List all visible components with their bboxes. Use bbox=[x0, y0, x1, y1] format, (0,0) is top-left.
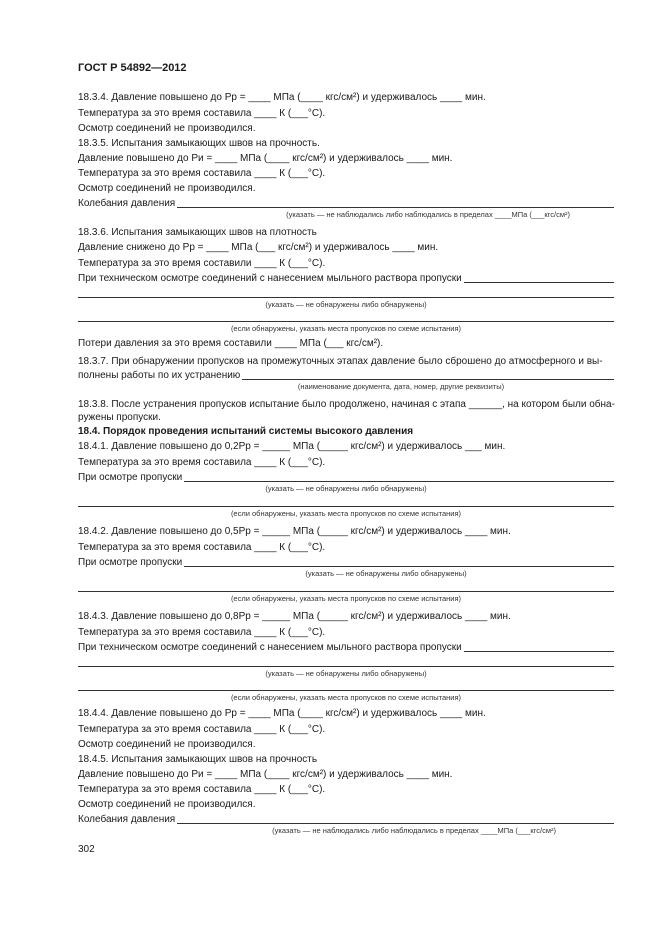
blank-rule bbox=[242, 370, 614, 380]
blank-rule bbox=[464, 642, 614, 652]
blank-rule bbox=[177, 814, 614, 824]
field-hint: (если обнаружены, указать места пропусков по схеме испытания) bbox=[230, 324, 462, 333]
fill-label: Колебания давления bbox=[78, 814, 176, 825]
document-header: ГОСТ Р 54892—2012 bbox=[78, 62, 187, 74]
blank-rule bbox=[78, 666, 614, 667]
field-hint: (указать — не обнаружены либо обнаружены) bbox=[265, 484, 427, 493]
text-line: Давление повышено до Pи = ____ МПа (____ кгс/см²) и удерживалось ____ мин. bbox=[78, 153, 453, 164]
text-line: Температура за это время составила ____ К (___°С). bbox=[78, 168, 326, 179]
text-line: Температура за это время составила ____ К (___°С). bbox=[78, 108, 326, 119]
text-line: ружены пропуски. bbox=[78, 412, 161, 423]
blank-rule bbox=[184, 557, 614, 567]
text-line: Температура за это время составила ____ К (___°С). bbox=[78, 627, 326, 638]
field-hint: (наименование документа, дата, номер, другие реквизиты) bbox=[297, 382, 505, 391]
field-hint: (указать — не обнаружены либо обнаружены) bbox=[305, 569, 467, 578]
blank-rule bbox=[464, 273, 614, 283]
text-line: 18.4.3. Давление повышено до 0,8Pр = _____ МПа (_____ кгс/см²) и удерживалось ____ мин. bbox=[78, 611, 511, 622]
field-hint: (указать — не обнаружены либо обнаружены) bbox=[265, 300, 427, 309]
field-hint: (указать — не обнаружены либо обнаружены) bbox=[265, 669, 427, 678]
blank-rule bbox=[78, 297, 614, 298]
text-line: Температура за это время составила ____ К (___°С). bbox=[78, 784, 326, 795]
field-hint: (если обнаружены, указать места пропусков по схеме испытания) bbox=[230, 509, 462, 518]
field-hint: (если обнаружены, указать места пропусков по схеме испытания) bbox=[230, 594, 462, 603]
blank-rule bbox=[78, 506, 614, 507]
fill-in-line bbox=[78, 472, 614, 484]
fill-in-line bbox=[78, 557, 614, 569]
text-line: Температура за это время составила ____ К (___°С). bbox=[78, 457, 326, 468]
fill-label: При техническом осмотре соединений с нанесением мыльного раствора пропуски bbox=[78, 273, 462, 284]
text-line: Температура за это время составила ____ К (___°С). bbox=[78, 542, 326, 553]
blank-rule bbox=[78, 591, 614, 592]
fill-in-line bbox=[78, 370, 614, 382]
text-line: Осмотр соединений не производился. bbox=[78, 183, 256, 194]
blank-rule bbox=[177, 198, 614, 208]
page-number: 302 bbox=[78, 844, 95, 855]
fill-label: При осмотре пропуски bbox=[78, 557, 183, 568]
text-line: Температура за это время составила ____ К (___°С). bbox=[78, 724, 326, 735]
text-line: 18.4.2. Давление повышено до 0,5Pр = _____ МПа (_____ кгс/см²) и удерживалось ____ мин. bbox=[78, 526, 511, 537]
text-line: 18.3.7. При обнаружении пропусков на промежуточных этапах давление было сброшено до атмосферного и вы- bbox=[78, 356, 603, 367]
fill-label: При осмотре пропуски bbox=[78, 472, 183, 483]
fill-label: Колебания давления bbox=[78, 198, 176, 209]
fill-in-line bbox=[78, 814, 614, 826]
text-line: 18.3.4. Давление повышено до Pр = ____ МПа (____ кгс/см²) и удерживалось ____ мин. bbox=[78, 92, 486, 103]
text-line: Температура за это время составили ____ К (___°С). bbox=[78, 258, 326, 269]
blank-rule bbox=[184, 472, 614, 482]
text-line: Осмотр соединений не производился. bbox=[78, 739, 256, 750]
field-hint: (указать — не наблюдались либо наблюдались в пределах ____МПа (___кгс/см²) bbox=[286, 210, 570, 219]
fill-in-line bbox=[78, 273, 614, 285]
section-heading: 18.4. Порядок проведения испытаний системы высокого давления bbox=[78, 426, 414, 437]
text-line: Осмотр соединений не производился. bbox=[78, 123, 256, 134]
text-line: 18.4.4. Давление повышено до Pр = ____ МПа (____ кгс/см²) и удерживалось ____ мин. bbox=[78, 708, 486, 719]
fill-in-line bbox=[78, 642, 614, 654]
field-hint: (если обнаружены, указать места пропусков по схеме испытания) bbox=[230, 693, 462, 702]
text-line: Осмотр соединений не производился. bbox=[78, 799, 256, 810]
text-line: Давление повышено до Pи = ____ МПа (____ кгс/см²) и удерживалось ____ мин. bbox=[78, 769, 453, 780]
text-line: 18.3.6. Испытания замыкающих швов на плотность bbox=[78, 227, 317, 238]
text-line: 18.3.8. После устранения пропусков испытание было продолжено, начиная с этапа ______, на котором были обна- bbox=[78, 399, 615, 410]
fill-in-line bbox=[78, 198, 614, 210]
fill-label: При техническом осмотре соединений с нанесением мыльного раствора пропуски bbox=[78, 642, 462, 653]
fill-label: полнены работы по их устранению bbox=[78, 370, 241, 381]
text-line: Потери давления за это время составили ____ МПа (___ кгс/см²). bbox=[78, 338, 384, 349]
text-line: Давление снижено до Pр = ____ МПа (___ кгс/см²) и удерживалось ____ мин. bbox=[78, 242, 439, 253]
blank-rule bbox=[78, 321, 614, 322]
text-line: 18.3.5. Испытания замыкающих швов на прочность. bbox=[78, 138, 320, 149]
text-line: 18.4.5. Испытания замыкающих швов на прочность bbox=[78, 754, 318, 765]
blank-rule bbox=[78, 690, 614, 691]
text-line: 18.4.1. Давление повышено до 0,2Pр = _____ МПа (_____ кгс/см²) и удерживалось ___ мин. bbox=[78, 441, 506, 452]
field-hint: (указать — не наблюдались либо наблюдались в пределах ____МПа (___кгс/см²) bbox=[272, 826, 556, 835]
